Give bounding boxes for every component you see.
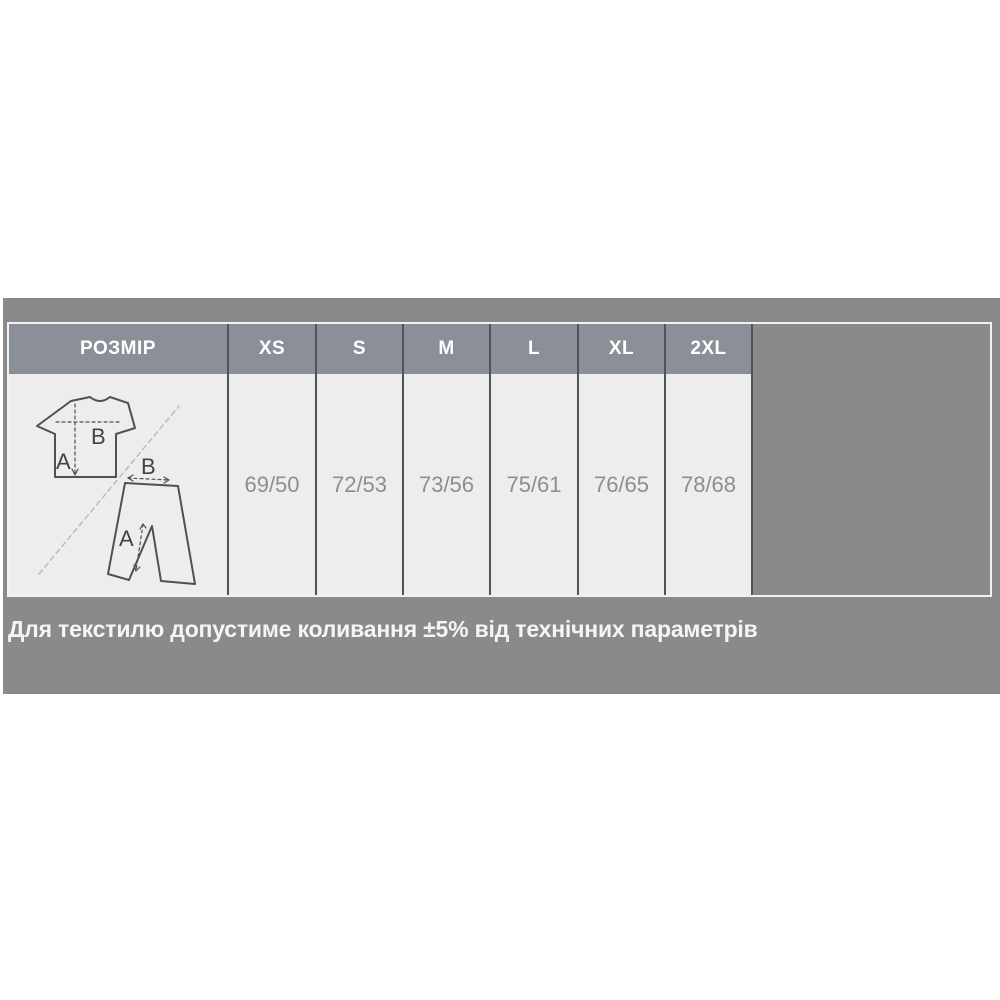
- pants-length-label: A: [119, 526, 134, 551]
- header-filler: [751, 324, 990, 374]
- value-cell-2xl: 78/68: [664, 374, 751, 595]
- header-cell-xl: XL: [577, 324, 664, 374]
- header-cell-l: L: [489, 324, 577, 374]
- header-cell-size: РОЗМІР: [9, 324, 227, 374]
- header-cell-2xl: 2XL: [664, 324, 751, 374]
- header-cell-xs: XS: [227, 324, 315, 374]
- shirt-icon: [37, 397, 135, 477]
- size-chart-panel: [3, 298, 1000, 694]
- shirt-length-label: A: [56, 449, 71, 474]
- pants-width-label: B: [141, 454, 156, 479]
- body-filler: [751, 374, 990, 595]
- measurement-diagram-cell: [9, 374, 227, 595]
- size-table: [7, 322, 992, 597]
- value-cell-xs: 69/50: [227, 374, 315, 595]
- value-cell-m: 73/56: [402, 374, 489, 595]
- value-cell-xl: 76/65: [577, 374, 664, 595]
- diagonal-divider-line: [39, 406, 179, 574]
- size-diagram: [9, 374, 227, 595]
- header-cell-s: S: [315, 324, 402, 374]
- tolerance-note: Для текстилю допустиме коливання ±5% від технічних параметрів: [8, 616, 758, 642]
- header-cell-m: M: [402, 324, 489, 374]
- shirt-width-label: B: [91, 424, 106, 449]
- value-cell-s: 72/53: [315, 374, 402, 595]
- value-cell-l: 75/61: [489, 374, 577, 595]
